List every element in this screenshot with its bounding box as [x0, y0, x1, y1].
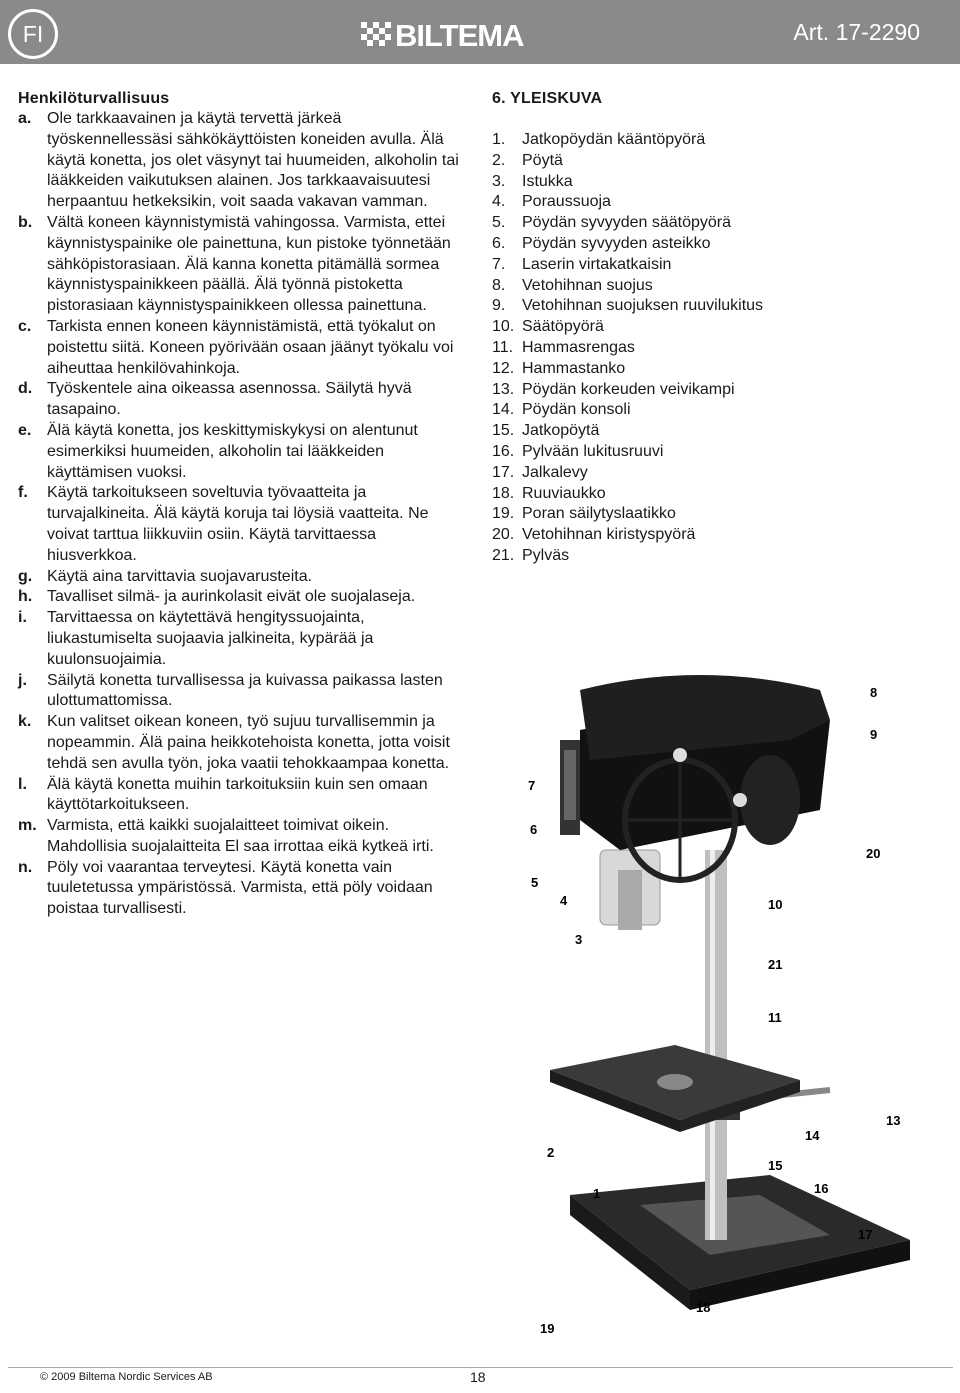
part-number: 6. — [492, 234, 506, 252]
figure-label-10: 10 — [768, 897, 783, 912]
part-name: Vetohihnan suojuksen ruuvilukitus — [522, 297, 764, 315]
part-number: 13. — [492, 380, 515, 398]
part-name: Pöytä — [522, 151, 563, 169]
page-header — [0, 0, 960, 64]
part-number: 19. — [492, 505, 515, 523]
safety-item-i: i. Tarvittaessa on käytettävä hengityssuojainta, liukastumiselta suojaavia jalkineita, kypärää ja kuulonsuojaimia. — [18, 609, 374, 668]
figure-label-14: 14 — [805, 1128, 820, 1143]
part-name: Poraussuoja — [522, 193, 611, 211]
figure-label-8: 8 — [870, 685, 878, 700]
figure-label-20: 20 — [866, 846, 881, 861]
parts-list-item — [492, 504, 932, 525]
safety-item-f: f. Käytä tarkoitukseen soveltuvia työvaatteita ja turvajalkineita. Älä käytä koruja tai löysiä vaatteita. Ne voivat tarttua liikkuviin osiin. Käytä tarvittaessa hiusverkkoa. — [18, 484, 429, 564]
safety-item-k: k. Kun valitset oikean koneen, työ sujuu turvallisemmin ja nopeammin. Älä paina heikkotehoista konetta, jotta voisit tehdä sen avulla työn, joka vaatii tehokkaampaa konetta. — [18, 713, 450, 772]
figure-label-6: 6 — [530, 822, 538, 837]
part-number: 9. — [492, 297, 506, 315]
figure-label-15: 15 — [768, 1158, 783, 1173]
part-name: Poran säilytyslaatikko — [522, 505, 676, 523]
parts-list-item — [492, 525, 932, 546]
figure-label-1: 1 — [593, 1186, 601, 1201]
parts-list-item — [492, 380, 932, 401]
footer-divider — [8, 1367, 953, 1368]
part-number: 4. — [492, 193, 506, 211]
safety-item-n: n. Pöly voi vaarantaa terveytesi. Käytä konetta vain tuuletetussa ympäristössä. Varmista, että pöly voidaan poistaa turvallisesti. — [18, 858, 433, 918]
figure-label-3: 3 — [575, 932, 583, 947]
parts-list-item — [492, 255, 932, 276]
part-number: 16. — [492, 442, 515, 460]
figure-label-9: 9 — [870, 727, 878, 742]
safety-list — [18, 109, 468, 920]
part-number: 12. — [492, 359, 515, 377]
safety-item-l: l. Älä käytä konetta muihin tarkoituksiin kuin sen omaan käyttötarkoitukseen. — [18, 775, 428, 814]
part-name: Hammastanko — [522, 359, 626, 377]
safety-item-b: b. Vältä koneen käynnistymistä vahingossa. Varmista, ettei käynnistyspainike ole painettuna, kun pistoke työnnetään sähköpistorasiaan. Älä kanna konetta pitämällä sormea käynnistyspainikkeen päällä. Älä työnnä pistoketta pistorasiaan käynnistyspainikkeen ollessa painettuna. — [18, 213, 451, 315]
parts-list-item — [492, 484, 932, 505]
part-number: 17. — [492, 463, 515, 481]
part-name: Pylvään lukitusruuvi — [522, 442, 664, 460]
part-name: Jalkalevy — [522, 463, 588, 481]
page-footer — [0, 1367, 960, 1393]
parts-list-item — [492, 234, 932, 255]
part-name: Pöydän syvyyden säätöpyörä — [522, 214, 732, 232]
parts-list-item — [492, 172, 932, 193]
parts-list-item — [492, 213, 932, 234]
figure-label-7: 7 — [528, 778, 536, 793]
safety-item-h: h. Tavalliset silmä- ja aurinkolasit eivät ole suojalaseja. — [18, 588, 416, 606]
page-number: 18 — [470, 1369, 486, 1385]
figure-label-17: 17 — [858, 1227, 873, 1242]
part-name: Jatkopöytä — [522, 422, 600, 440]
parts-list-item — [492, 400, 932, 421]
safety-item-g: g. Käytä aina tarvittavia suojavarusteita. — [18, 567, 313, 585]
part-number: 7. — [492, 255, 506, 273]
figure-label-13: 13 — [886, 1113, 901, 1128]
language-badge: FI — [8, 9, 58, 59]
part-number: 11. — [492, 338, 514, 356]
part-number: 5. — [492, 214, 506, 232]
part-name: Pöydän syvyyden asteikko — [522, 234, 711, 252]
figure-label-21: 21 — [768, 957, 783, 972]
overview-title: 6. YLEISKUVA — [492, 90, 603, 107]
part-number: 10. — [492, 318, 515, 336]
part-number: 14. — [492, 401, 515, 419]
overview-section — [492, 88, 932, 567]
safety-item-j: j. Säilytä konetta turvallisessa ja kuivassa paikassa lasten ulottumattomissa. — [18, 671, 443, 710]
figure-label-2: 2 — [547, 1145, 555, 1160]
part-number: 21. — [492, 546, 515, 564]
figure-label-11: 11 — [768, 1010, 782, 1025]
part-number: 15. — [492, 422, 515, 440]
figure-label-18: 18 — [696, 1300, 711, 1315]
part-number: 8. — [492, 276, 506, 294]
svg-text:BILTEMA: BILTEMA — [395, 20, 524, 48]
part-name: Pöydän korkeuden veivikampi — [522, 380, 735, 398]
safety-title: Henkilöturvallisuus — [18, 90, 170, 107]
part-name: Jatkopöydän kääntöpyörä — [522, 131, 706, 148]
biltema-logo — [361, 20, 599, 48]
figure-label-4: 4 — [560, 893, 568, 908]
parts-list-item — [492, 338, 932, 359]
drill-press-illustration — [500, 650, 940, 1350]
copyright: © 2009 Biltema Nordic Services AB — [40, 1371, 213, 1383]
column — [705, 850, 727, 1240]
parts-list-item — [492, 151, 932, 172]
part-name: Vetohihnan kiristyspyörä — [522, 526, 696, 544]
part-number: 1. — [492, 131, 506, 148]
parts-list-item — [492, 296, 932, 317]
part-number: 18. — [492, 484, 515, 502]
parts-list-item — [492, 421, 932, 442]
safety-section — [18, 88, 468, 920]
safety-item-e: e. Älä käytä konetta, jos keskittymiskykysi on alentunut esimerkiksi huumeiden, alkoholin tai lääkkeiden käyttämisen vuoksi. — [18, 421, 418, 481]
figure-label-16: 16 — [814, 1181, 829, 1196]
part-name: Hammasrengas — [522, 338, 635, 356]
part-name: Pylväs — [522, 546, 570, 564]
parts-list-item — [492, 317, 932, 338]
figure-label-19: 19 — [540, 1321, 555, 1336]
parts-list-item — [492, 192, 932, 213]
safety-item-m: m. Varmista, että kaikki suojalaitteet toimivat oikein. Mahdollisia suojalaitteita El saa irrottaa eikä kytkeä irti. — [18, 817, 434, 855]
part-name: Istukka — [522, 172, 573, 190]
article-number: Art. 17-2290 — [793, 19, 920, 45]
parts-list-item — [492, 442, 932, 463]
part-name: Vetohihnan suojus — [522, 276, 653, 294]
part-name: Säätöpyörä — [522, 318, 604, 336]
parts-list-item — [492, 463, 932, 484]
safety-item-a: a. Ole tarkkaavainen ja käytä tervettä järkeä työskennellessäsi sähkökäyttöisten koneiden avulla. Älä käytä konetta, jos olet väsynyt tai huumeiden, alkoholin tai lääkkeiden vaikutuksen alainen. Jos tarkkaavaisuutesi herpaantuu hetkeksikin, voit saada vakavan vamman. — [18, 110, 459, 211]
safety-item-c: c. Tarkista ennen koneen käynnistämistä, että työkalut on poistettu siitä. Koneen pyörivään osaan jäänyt työkalu voi aiheuttaa henkilövahinkoja. — [18, 317, 454, 377]
part-number: 20. — [492, 526, 515, 544]
parts-list — [492, 130, 932, 567]
parts-list-item — [492, 359, 932, 380]
part-name: Ruuviaukko — [522, 484, 606, 502]
part-name: Laserin virtakatkaisin — [522, 255, 672, 273]
figure-label-5: 5 — [531, 875, 539, 890]
part-name: Pöydän konsoli — [522, 401, 631, 419]
part-number: 2. — [492, 151, 506, 169]
parts-list-item — [492, 130, 932, 151]
safety-item-d: d. Työskentele aina oikeassa asennossa. Säilytä hyvä tasapaino. — [18, 380, 412, 419]
parts-list-item — [492, 546, 932, 567]
parts-list-item — [492, 276, 932, 297]
part-number: 3. — [492, 172, 506, 190]
